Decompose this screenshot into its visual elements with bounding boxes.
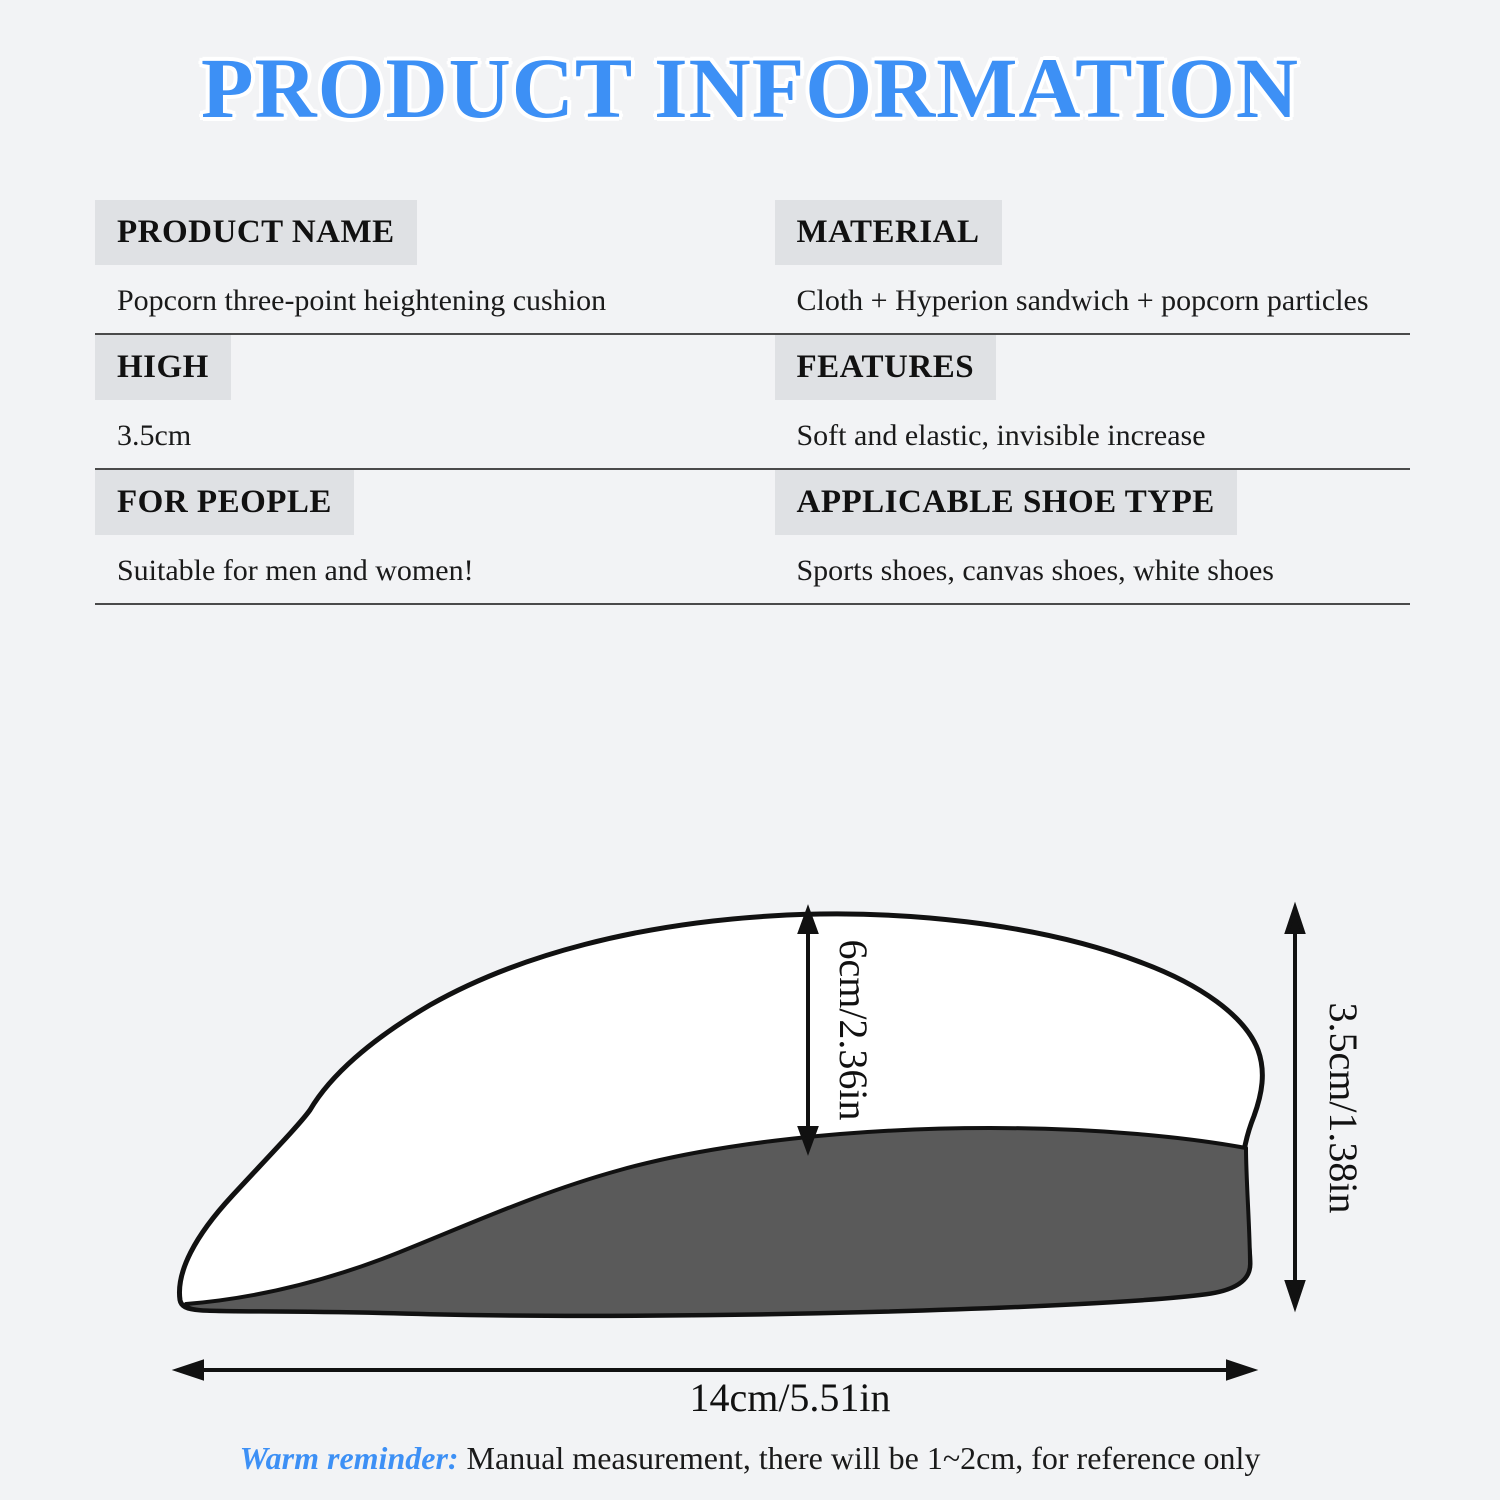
spec-value: Sports shoes, canvas shoes, white shoes bbox=[796, 554, 1274, 587]
spec-row bbox=[95, 200, 1410, 335]
specification-table bbox=[95, 200, 1410, 605]
spec-cell-product-name bbox=[95, 200, 753, 333]
warm-reminder-label: Warm reminder: bbox=[239, 1440, 459, 1476]
total-height-label: 3.5cm/1.38in bbox=[1321, 1002, 1366, 1214]
spec-label: HIGH bbox=[95, 335, 231, 400]
spec-cell-high bbox=[95, 335, 753, 468]
spec-cell-material bbox=[753, 200, 1411, 333]
spec-label: FOR PEOPLE bbox=[95, 470, 354, 535]
spec-cell-applicable-shoe-type bbox=[753, 470, 1411, 603]
total-height-dimension bbox=[1287, 908, 1303, 1306]
spec-value: Soft and elastic, invisible increase bbox=[796, 419, 1206, 452]
spec-label: PRODUCT NAME bbox=[95, 200, 417, 265]
spec-value: Cloth + Hyperion sandwich + popcorn particles bbox=[796, 284, 1369, 317]
spec-value: Suitable for men and women! bbox=[117, 554, 474, 587]
spec-cell-for-people bbox=[95, 470, 753, 603]
spec-row bbox=[95, 335, 1410, 470]
warm-reminder-text: Manual measurement, there will be 1~2cm, for reference only bbox=[458, 1440, 1261, 1476]
spec-cell-features bbox=[753, 335, 1411, 468]
inner-height-label: 6cm/2.36in bbox=[831, 939, 876, 1121]
spec-value: 3.5cm bbox=[117, 419, 192, 452]
spec-row bbox=[95, 470, 1410, 605]
warm-reminder bbox=[0, 1440, 1500, 1477]
insole-side-view-diagram bbox=[0, 880, 1500, 1420]
page-title: PRODUCT INFORMATION bbox=[201, 40, 1299, 136]
spec-label: MATERIAL bbox=[775, 200, 1002, 265]
spec-label: FEATURES bbox=[775, 335, 997, 400]
length-label: 14cm/5.51in bbox=[689, 1375, 891, 1420]
spec-label: APPLICABLE SHOE TYPE bbox=[775, 470, 1237, 535]
spec-value: Popcorn three-point heightening cushion bbox=[117, 284, 607, 317]
